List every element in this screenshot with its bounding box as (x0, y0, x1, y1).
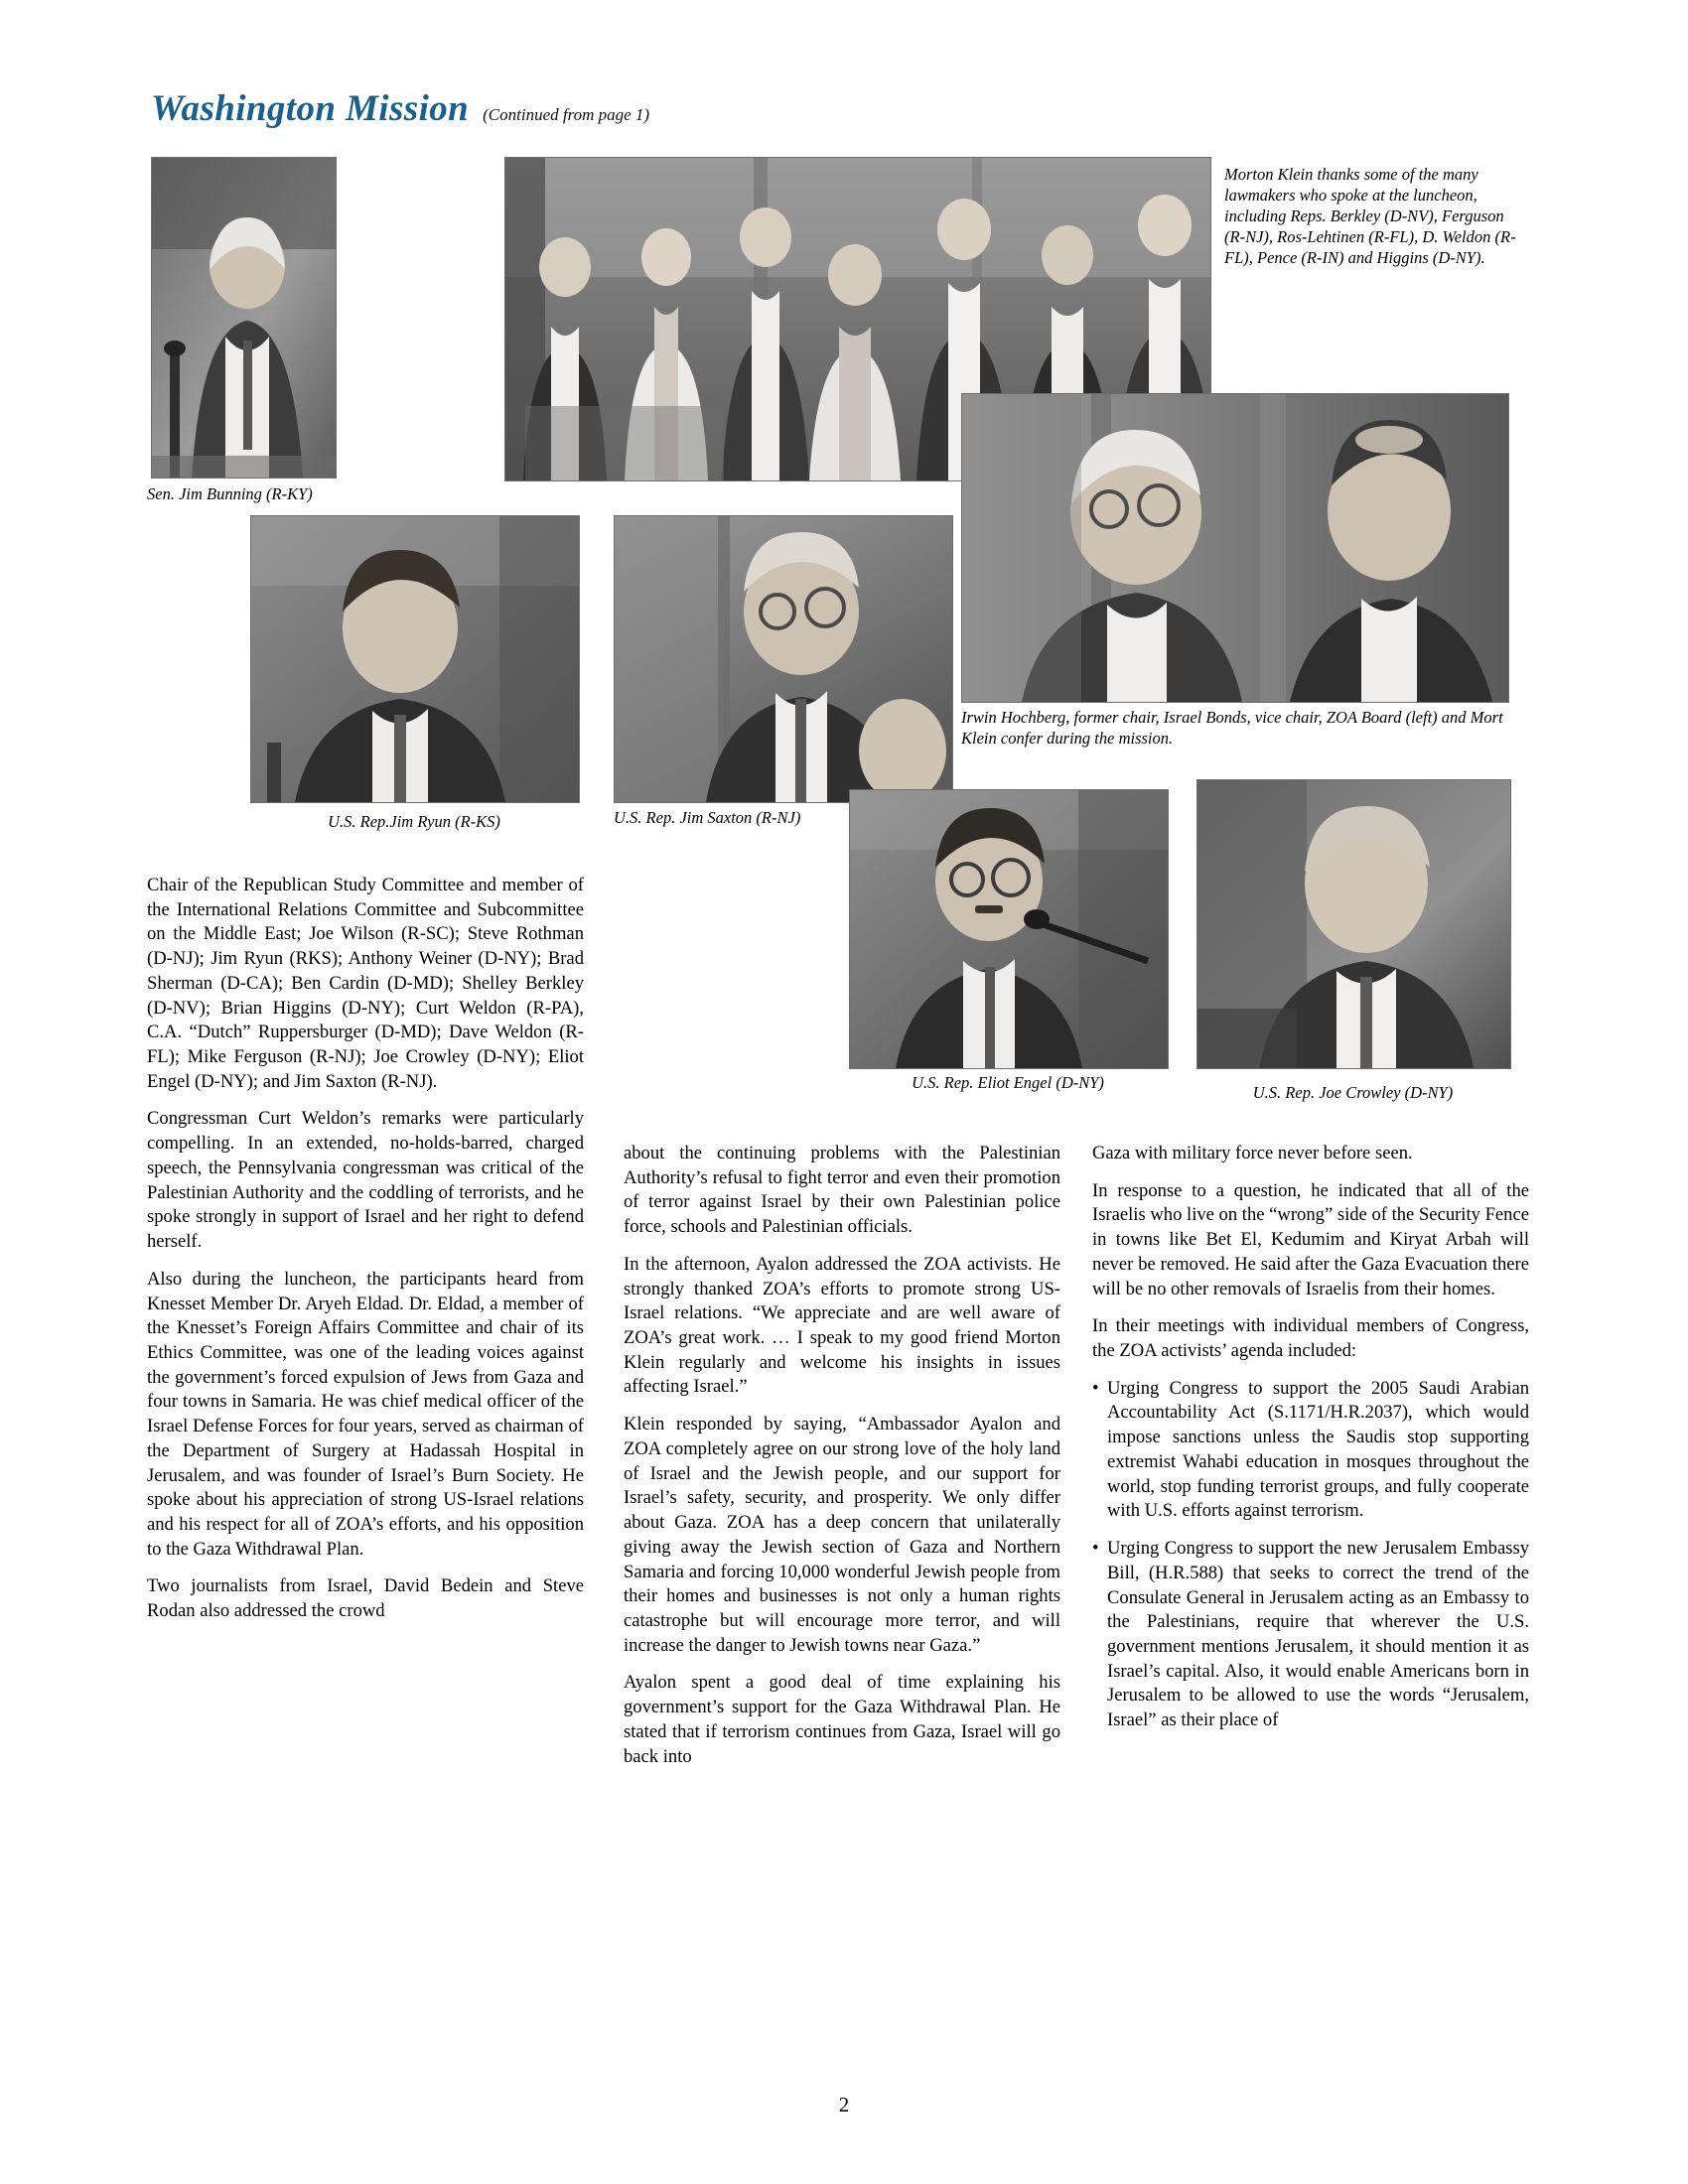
paragraph: Ayalon spent a good deal of time explaining his government’s support for the Gaza Withdrawal Plan. He stated that if terrorism continues from Gaza, Israel will go back into (624, 1672, 1060, 1767)
paragraph: about the continuing problems with the Palestinian Authority’s refusal to fight terror and even their promotion of terror against Israel by their own Palestinian police force, schools and Palestinian officials. (624, 1143, 1060, 1238)
sen-jim-bunning-photo (151, 157, 337, 478)
hochberg-klein-caption: Irwin Hochberg, former chair, Israel Bonds, vice chair, ZOA Board (left) and Mort Klein confer during the mission. (961, 708, 1503, 749)
bullet-item: • Urging Congress to support the 2005 Saudi Arabian Accountability Act (S.1171/H.R.2037), which would impose sanctions unless the Saudis stop supporting extremist Wahabi education in mosques throughout the world, stop funding terrorist groups, and fully cooperate with U.S. efforts against terrorism. (1092, 1377, 1529, 1524)
hochberg-klein-photo (961, 393, 1509, 703)
paragraph: Congressman Curt Weldon’s remarks were particularly compelling. In an extended, no-holds-barred, charged speech, the Pennsylvania congressman was critical of the Palestinian Authority and the coddling of terrorists, and he spoke strongly in support of Israel and her right to defend herself. (147, 1108, 584, 1253)
photo-artwork (850, 790, 1168, 1068)
paragraph: Also during the luncheon, the participants heard from Knesset Member Dr. Aryeh Eldad. Dr. Eldad, a member of the Knesset’s Foreign Affairs Committee and chair of its Ethics Committee, was one of the leading voices against the government’s forced expulsion of Jews from Gaza and four towns in Samaria. He was chief medical officer of the Israel Defense Forces for four years, served as chairman of the Department of Surgery at Hadassah Hospital in Jerusalem, and was founder of Israel’s Burn Society. He spoke about his appreciation of strong US-Israel relations and his respect for all of ZOA’s efforts, and his opposition to the Gaza Withdrawal Plan. (147, 1268, 584, 1560)
photo-artwork (251, 516, 579, 802)
photo-artwork (1197, 780, 1510, 1068)
rep-joe-crowley-caption: U.S. Rep. Joe Crowley (D-NY) (1252, 1083, 1454, 1102)
paragraph: Two journalists from Israel, David Bedein and Steve Rodan also addressed the crowd (147, 1575, 584, 1622)
rep-eliot-engel-photo (849, 789, 1169, 1069)
body-column-1 (147, 874, 584, 1637)
rep-jim-ryun-caption: U.S. Rep.Jim Ryun (R-KS) (328, 812, 500, 831)
paragraph: Chair of the Republican Study Committee and member of the International Relations Committee and Subcommittee on the Middle East; Joe Wilson (R-SC); Steve Rothman (D-NJ); Jim Ryun (RKS); Anthony Weiner (D-NY); Brad Sherman (D-CA); Ben Cardin (D-MD); Shelley Berkley (D-NV); Brian Higgins (D-NY); Curt Weldon (R-PA), C.A. “Dutch” Ruppersburger (D-MD); Dave Weldon (R-FL); Mike Ferguson (R-NJ); Joe Crowley (D-NY); Eliot Engel (D-NY); and Jim Saxton (R-NJ). (147, 875, 584, 1092)
rep-jim-saxton-photo (614, 515, 953, 803)
paragraph: In the afternoon, Ayalon addressed the ZOA activists. He strongly thanked ZOA’s efforts to promote strong US-Israel relations. “We appreciate and are well aware of ZOA’s great work. … I speak to my good friend Morton Klein regularly and welcome his insights in issues affecting Israel.” (624, 1253, 1060, 1398)
page-number: 2 (838, 2093, 850, 2116)
paragraph: Klein responded by saying, “Ambassador Ayalon and ZOA completely agree on our strong love of the holy land of Israel and the Jewish people, and our support for Israel’s safety, security, and prosperity. We only differ about Gaza. ZOA has a deep concern that unilaterally giving away the Jewish section of Gaza and Northern Samaria and forcing 10,000 wonderful Jewish people from their homes and businesses is not only a human rights catastrophe but will encourage more terror, and will increase the danger to Jewish towns near Gaza.” (624, 1414, 1060, 1656)
photo-artwork (962, 394, 1508, 702)
rep-jim-ryun-photo (250, 515, 580, 803)
lawmakers-group-caption: Morton Klein thanks some of the many lawmakers who spoke at the luncheon, including Reps. Berkley (D-NV), Ferguson (R-NJ), Ros-Lehtinen (R-FL), D. Weldon (R-FL), Pence (R-IN) and Higgins (D-NY). (1224, 165, 1516, 268)
paragraph: In their meetings with individual members of Congress, the ZOA activists’ agenda included: (1092, 1315, 1529, 1362)
rep-joe-crowley-photo (1196, 779, 1511, 1069)
photo-artwork (152, 158, 336, 478)
rep-jim-saxton-caption: U.S. Rep. Jim Saxton (R-NJ) (614, 808, 801, 827)
page-title: Washington Mission (151, 88, 470, 129)
paragraph: In response to a question, he indicated that all of the Israelis who live on the “wrong” side of the Security Fence in towns like Bet El, Kedumim and Kiryat Arbah will never be removed. He said after the Gaza Evacuation there will be no other removals of Israelis from their homes. (1092, 1179, 1529, 1299)
rep-eliot-engel-caption: U.S. Rep. Eliot Engel (D-NY) (912, 1073, 1104, 1092)
bullet-item: • Urging Congress to support the new Jerusalem Embassy Bill, (H.R.588) that seeks to correct the trend of the Consulate General in Jerusalem acting as an Embassy to the Palestinians, require that wherever the U.S. government mentions Jerusalem, it should mention it as Israel’s capital. Also, it would enable Americans born in Jerusalem to be allowed to use the words “Jerusalem, Israel” as their place of (1092, 1537, 1529, 1733)
body-column-2 (624, 1142, 1060, 1782)
continued-from-note: (Continued from page 1) (483, 105, 650, 124)
sen-jim-bunning-caption: Sen. Jim Bunning (R-KY) (147, 484, 313, 503)
article-masthead (151, 87, 1541, 130)
body-column-3 (1092, 1142, 1529, 1746)
paragraph: Gaza with military force never before seen. (1092, 1143, 1413, 1163)
photo-artwork (615, 516, 952, 802)
